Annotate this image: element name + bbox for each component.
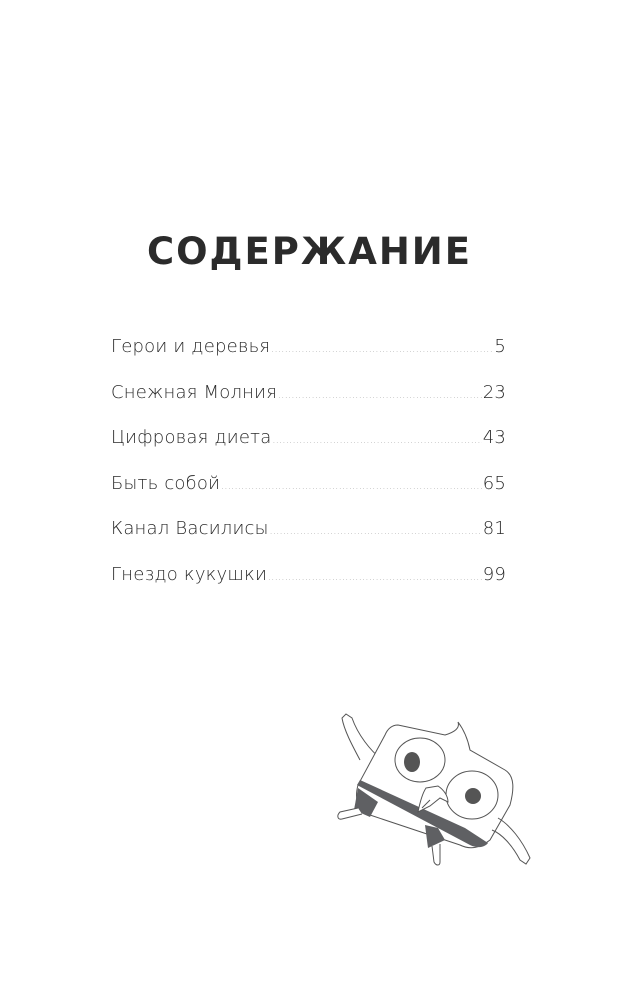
dot-leader <box>268 573 482 583</box>
toc-entry <box>111 518 506 564</box>
dot-leader <box>278 391 482 401</box>
toc-entry-title: Гнездо кукушки <box>111 563 268 585</box>
toc-entry-title: Цифровая диета <box>111 427 272 448</box>
table-of-contents <box>111 336 506 609</box>
page-title: СОДЕРЖАНИЕ <box>146 230 473 273</box>
owl-character-illustration <box>330 700 550 880</box>
toc-entry <box>111 473 506 519</box>
toc-entry <box>111 427 506 473</box>
toc-entry-page: 81 <box>482 518 506 539</box>
toc-entry-page: 99 <box>482 563 506 585</box>
toc-entry-title: Быть собой <box>111 472 221 494</box>
toc-entry <box>111 382 506 428</box>
toc-entry-title: Канал Василисы <box>111 518 269 539</box>
toc-entry-page: 65 <box>482 472 506 494</box>
toc-entry-page: 23 <box>482 381 506 403</box>
toc-entry <box>111 564 506 610</box>
dot-leader <box>272 436 481 446</box>
toc-entry-title: Герои и деревья <box>111 336 271 357</box>
toc-entry-page: 43 <box>482 427 506 448</box>
dot-leader <box>271 345 493 355</box>
toc-entry-title: Снежная Молния <box>111 381 278 403</box>
toc-entry-page: 5 <box>494 336 506 357</box>
toc-entry <box>111 336 506 382</box>
dot-leader <box>221 482 482 492</box>
dot-leader <box>270 527 482 537</box>
